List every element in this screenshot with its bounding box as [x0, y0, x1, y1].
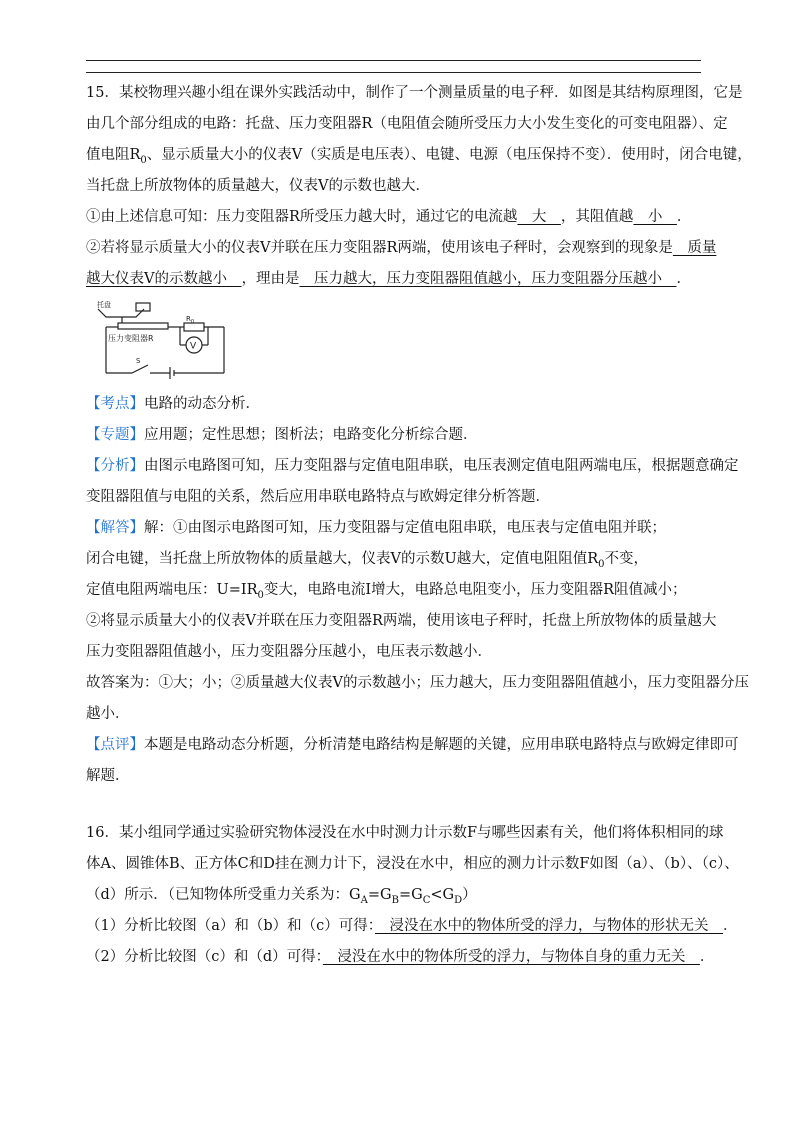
answer-blank: 越大仪表V的示数越小 — [86, 271, 242, 287]
dianping-line-1: 【点评】本题是电路动态分析题，分析清楚电路结构是解题的关键，应用串联电路特点与欧姆定律即可 — [86, 737, 739, 753]
fenxi-tag: 【分析】 — [86, 458, 144, 474]
q15-stem-line-4: 当托盘上所放物体的质量越大，仪表V的示数也越大． — [86, 178, 430, 194]
document-body — [86, 78, 752, 973]
q15-stem-line-3: 值电阻$R_0$、显示质量大小的仪表V（实质是电压表）、电键、电源（电压保持不变）．使用时，闭合电键， — [86, 147, 752, 166]
question-16 — [86, 818, 739, 973]
answer-blank: 浸没在水中的物体所受的浮力，与物体的形状无关 — [375, 918, 724, 934]
kaodian-tag: 【考点】 — [86, 396, 144, 412]
jieda-tag: 【解答】 — [86, 520, 144, 536]
q16-stem-line-3: （d）所示．（已知物体所受重力关系为：$G_A=G_B=G_C<G_D$） — [86, 887, 477, 906]
q15-stem-line-1: 15．某校物理兴趣小组在课外实践活动中，制作了一个测量质量的电子秤．如图是其结构原理图，它是 — [86, 85, 743, 101]
q15-part-1: ①由上述信息可知：压力变阻器R所受压力越大时，通过它的电流越 大 ，其阻值越 小 ． — [86, 209, 692, 225]
answer-blank: 压力越大，压力变阻器阻值越小，压力变阻器分压越小 — [299, 271, 677, 287]
q15-stem-line-2: 由几个部分组成的电路：托盘、压力变阻器R（电阻值会随所受压力大小发生变化的可变电阻器）、定 — [86, 116, 728, 132]
pressure-resistor — [118, 323, 168, 329]
jieda-line-2: 闭合电键，当托盘上所放物体的质量越大，仪表V的示数U越大，定值电阻阻值$R_0$不变， — [86, 551, 648, 570]
jieda-line-1: 【解答】解：①由图示电路图可知，压力变阻器与定值电阻串联，电压表与定值电阻并联； — [86, 520, 666, 536]
header-rule-top — [86, 60, 701, 61]
fenxi-line-1: 【分析】由图示电路图可知，压力变阻器与定值电阻串联，电压表测定值电阻两端电压，根据题意确定 — [86, 458, 739, 474]
switch-label: S — [136, 357, 141, 365]
q16-stem-line-1: 16．某小组同学通过实验研究物体浸没在水中时测力计示数F与哪些因素有关，他们将体积相同的球 — [86, 825, 724, 841]
jieda-line-4: ②将显示质量大小的仪表V并联在压力变阻器R两端，使用该电子秤时，托盘上所放物体的质量越大 — [86, 613, 717, 629]
dianping-tag: 【点评】 — [86, 737, 144, 753]
dianping-line-2: 解题． — [86, 768, 130, 784]
q16-stem-line-2: 体A、圆锥体B、正方体C和D挂在测力计下，浸没在水中，相应的测力计示数F如图（a）、（b）、（c）、 — [86, 856, 739, 872]
r0-label: $R_0$ — [186, 315, 195, 325]
jieda-line-5: 压力变阻器阻值越小，压力变阻器分压越小，电压表示数越小． — [86, 644, 492, 660]
answer-line-1: 故答案为：①大；小；②质量越大仪表V的示数越小；压力越大，压力变阻器阻值越小，压力变阻器分压 — [86, 675, 749, 691]
kaodian: 【考点】电路的动态分析． — [86, 396, 260, 412]
answer-blank: 浸没在水中的物体所受的浮力，与物体自身的重力无关 — [322, 949, 700, 965]
header-rule-bottom — [86, 72, 701, 73]
switch-lever — [132, 365, 148, 373]
circuit-svg — [96, 301, 246, 385]
answer-blank: 大 — [517, 209, 561, 225]
q15-part-2-line-1: ②若将显示质量大小的仪表V并联在压力变阻器R两端，使用该电子秤时，会观察到的现象是 质量 — [86, 240, 717, 256]
zhuanti: 【专题】应用题；定性思想；图析法；电路变化分析综合题． — [86, 427, 478, 443]
voltmeter-label: V — [190, 341, 197, 352]
resistor-label: 压力变阻器R — [108, 334, 154, 343]
fenxi-line-2: 变阻器阻值与电阻的关系，然后应用串联电路特点与欧姆定律分析答题． — [86, 489, 550, 505]
answer-line-2: 越小． — [86, 706, 130, 722]
jieda-line-3: 定值电阻两端电压：$U=IR_0$变大，电路电流I增大，电路总电阻变小，压力变阻器R阻值减小； — [86, 582, 687, 601]
zhuanti-tag: 【专题】 — [86, 427, 144, 443]
question-15 — [86, 78, 752, 792]
answer-blank: 质量 — [672, 240, 717, 256]
circuit-diagram — [96, 301, 706, 385]
answer-blank: 小 — [633, 209, 677, 225]
tray-label: 托盘 — [97, 301, 111, 309]
q16-part-2: （2）分析比较图（c）和（d）可得： 浸没在水中的物体所受的浮力，与物体自身的重力无关 ． — [86, 949, 715, 965]
q16-part-1: （1）分析比较图（a）和（b）和（c）可得： 浸没在水中的物体所受的浮力，与物体的形状无关 ． — [86, 918, 738, 934]
tray-shape — [98, 309, 144, 317]
q15-part-2-line-2: 越大仪表V的示数越小 ，理由是 压力越大，压力变阻器阻值越小，压力变阻器分压越小 ． — [86, 271, 691, 287]
